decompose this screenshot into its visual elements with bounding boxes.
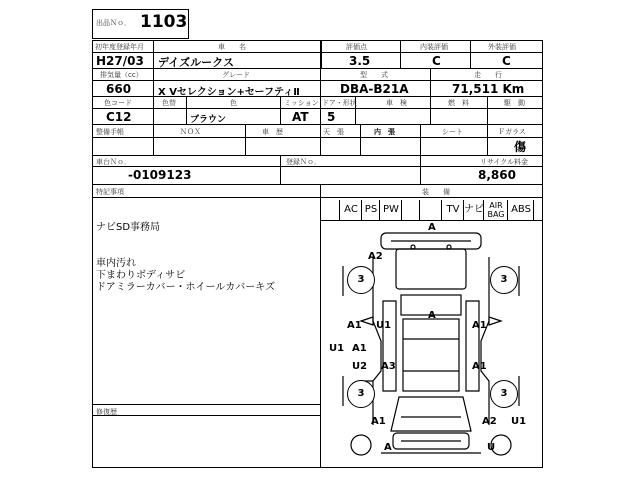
color-no-label: 色替 <box>162 99 176 107</box>
equipment-cell-4 <box>419 200 442 220</box>
damage-a2-rear-right: A2 <box>482 416 497 427</box>
interior-label: 内装評価 <box>420 43 448 51</box>
displacement-label: 排気量（cc） <box>100 71 143 79</box>
year-value: H27/03 <box>96 54 144 68</box>
glass-value: 傷 <box>514 140 527 154</box>
notes-line-4: 車内汚れ <box>96 258 136 269</box>
repair-label: 修復歴 <box>96 408 117 416</box>
seat-label: シート <box>442 128 463 136</box>
equipment-cell-1: PS <box>361 200 380 220</box>
mission-label: ミッション <box>284 99 319 107</box>
exterior-value: C <box>502 54 511 68</box>
equipment-cell-6: ナビ <box>463 200 484 220</box>
equipment-cell-0: AC <box>339 200 362 220</box>
recycle-label: リサイクル料金 <box>480 158 529 166</box>
model-label: 型 式 <box>360 71 388 79</box>
inspection-label: 車 検 <box>386 99 407 107</box>
name-label: 車 名 <box>218 43 246 51</box>
wheel-front-left: 3 <box>347 266 375 294</box>
damage-u1-far-left: U1 <box>329 343 345 354</box>
door-value: 5 <box>327 110 336 124</box>
damage-u1-left: U1 <box>376 320 392 331</box>
damage-a3-left: A3 <box>381 361 396 372</box>
interior-value: C <box>432 54 441 68</box>
notes-line-6: ドアミラーカバー・ホイールカバーキズ <box>96 282 276 293</box>
wheel-rear-left: 3 <box>347 380 375 408</box>
damage-top-a: A <box>428 222 436 233</box>
history-label: 車 歴 <box>262 128 283 136</box>
lot-number: 1103 <box>140 12 188 32</box>
damage-a1-left-front: A1 <box>347 320 362 331</box>
name-value: デイズルークス <box>158 56 235 69</box>
mileage-value: 71,511 Km <box>452 82 525 96</box>
chassis-value: -0109123 <box>128 168 192 182</box>
damage-u2-left: U2 <box>352 361 368 372</box>
grade-value: X Vセレクション+セーフティⅡ <box>158 87 300 98</box>
damage-a1-rear-left: A1 <box>371 416 386 427</box>
damage-a1-right-front: A1 <box>472 320 487 331</box>
score-value: 3.5 <box>349 54 371 68</box>
score-label: 評価点 <box>346 43 367 51</box>
grade-label: グレード <box>222 71 250 79</box>
mission-value: AT <box>292 110 309 124</box>
wheel-front-right: 3 <box>490 266 518 294</box>
color-code-label: 色コード <box>104 99 132 107</box>
chassis-label: 車台Ｎｏ． <box>96 158 131 166</box>
damage-a1-right-mid: A1 <box>472 361 487 372</box>
mileage-label: 走 行 <box>474 71 502 79</box>
sunroof-label: 天 張 <box>323 128 344 136</box>
equipment-cell-3 <box>401 200 420 220</box>
model-value: DBA-B21A <box>340 82 409 96</box>
door-label: ドア・形状 <box>322 99 357 107</box>
drive-label: 駆 動 <box>504 99 525 107</box>
damage-roof-a: A <box>428 310 436 321</box>
damage-u-bottom: U <box>487 442 496 453</box>
recycle-value: 8,860 <box>478 168 516 182</box>
manual-label: 整備手帳 <box>96 128 124 136</box>
notes-line-5: 下まわりボディサビ <box>96 270 186 281</box>
glass-label: Ｆガラス <box>498 128 526 136</box>
damage-u1-rear-right: U1 <box>511 416 527 427</box>
equipment-label: 装 備 <box>422 188 450 196</box>
color-code-value: C12 <box>106 110 132 124</box>
equipment-cell-7: AIR BAG <box>483 200 508 220</box>
displacement-value: 660 <box>106 82 132 96</box>
nox-label: ＮＯＸ <box>180 128 201 136</box>
equipment-cell-2: PW <box>379 200 402 220</box>
color-label: 色 <box>230 99 237 107</box>
notes-label: 特記事項 <box>96 188 124 196</box>
fuel-label: 燃 料 <box>448 99 469 107</box>
reg-label: 登録Ｎｏ． <box>286 158 321 166</box>
notes-line-1: ナビSD事務局 <box>96 222 161 233</box>
color-value: ブラウン <box>190 115 227 125</box>
lot-number-label: 出品Ｎｏ． <box>96 19 131 27</box>
year-label: 初年度登録年月 <box>95 43 144 51</box>
damage-a2-front: A2 <box>368 251 383 262</box>
exterior-label: 外装評価 <box>488 43 516 51</box>
interior-trim-label: 内 張 <box>374 128 395 136</box>
damage-a1-left-mid: A1 <box>352 343 367 354</box>
wheel-rear-right: 3 <box>490 380 518 408</box>
damage-a-bottom: A <box>384 442 392 453</box>
equipment-cell-5: TV <box>441 200 464 220</box>
equipment-cell-8: ABS <box>507 200 534 220</box>
